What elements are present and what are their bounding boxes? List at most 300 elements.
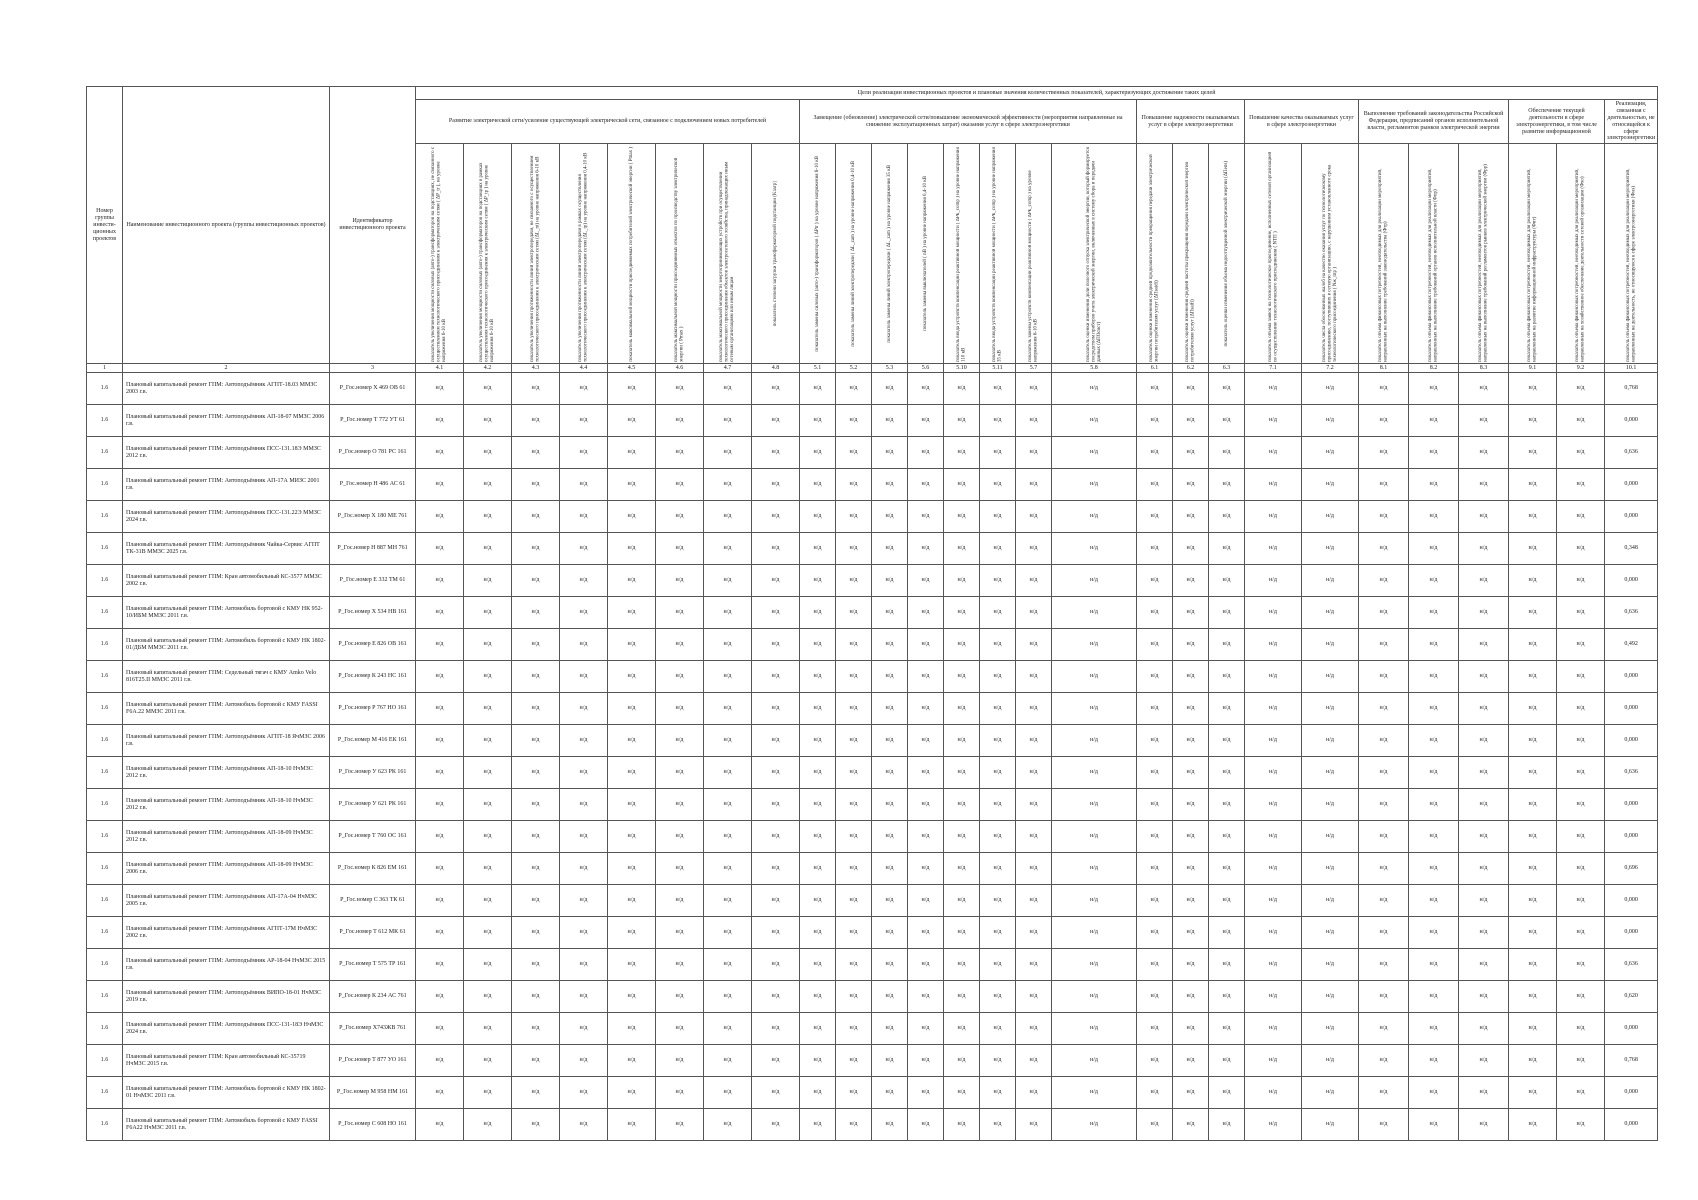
indicator-code: 9.1 [1509, 364, 1557, 373]
indicator-value-cell: н/д [1409, 917, 1459, 949]
project-id-cell: P_Гос.номер Е 332 ТМ 61 [330, 565, 416, 597]
indicator-value-cell: н/д [512, 853, 560, 885]
indicator-value-cell: н/д [1245, 1077, 1302, 1109]
project-name-cell: Плановый капитальный ремонт ГПМ: Кран автомобильный КС-35719 НчМЗС 2015 г.в. [123, 1045, 330, 1077]
indicator-value-cell: н/д [908, 949, 944, 981]
indicator-value-cell: н/д [1509, 725, 1557, 757]
indicator-value-cell: н/д [512, 981, 560, 1013]
indicator-value-cell: н/д [704, 469, 752, 501]
indicator-value-cell: н/д [836, 981, 872, 1013]
group-header-current-activity: Обеспечение текущей деятельности в сфере электроэнергетики, в том числе развитие информационной [1509, 100, 1605, 144]
indicator-value-cell: н/д [1302, 533, 1359, 565]
indicator-value-cell: н/д [1209, 1109, 1245, 1141]
indicator-value-cell: н/д [800, 949, 836, 981]
indicator-value-cell: н/д [416, 981, 464, 1013]
indicator-value-cell: н/д [1209, 693, 1245, 725]
indicator-value-cell: н/д [1209, 629, 1245, 661]
indicator-value-cell: н/д [980, 725, 1016, 757]
indicator-value-cell: н/д [560, 853, 608, 885]
indicator-value-cell: н/д [1409, 405, 1459, 437]
indicator-value-cell: н/д [512, 1045, 560, 1077]
table-row [87, 565, 1658, 597]
table-row [87, 1109, 1658, 1141]
indicator-value-cell: н/д [1409, 789, 1459, 821]
indicator-value-cell: н/д [1245, 853, 1302, 885]
indicator-header-text: показатель объема финансовых потребностей, необходимых для реализации мероприятий, направленных на хозяйственное обеспечение деятельности сетевой организации (Фхо) [1575, 168, 1586, 362]
indicator-value-cell: н/д [1173, 373, 1209, 405]
indicator-value-cell: н/д [704, 821, 752, 853]
indicator-header [416, 144, 464, 364]
indicator-value-cell: н/д [1302, 629, 1359, 661]
indicator-value-cell: н/д [1052, 629, 1137, 661]
indicator-value-cell: н/д [1509, 693, 1557, 725]
indicator-value-cell: н/д [944, 757, 980, 789]
indicator-value-cell: н/д [1052, 597, 1137, 629]
group-number-cell: 1.6 [87, 597, 123, 629]
indicator-value-cell: н/д [1052, 821, 1137, 853]
project-name-cell: Плановый капитальный ремонт ГПМ: Автоподъёмник АП-18-10 НчМЗС 2012 г.в. [123, 757, 330, 789]
indicator-value-cell: н/д [980, 1013, 1016, 1045]
project-id-cell: P_Гос.номер К 243 НС 161 [330, 661, 416, 693]
indicator-value-cell: н/д [560, 1013, 608, 1045]
indicator-value-cell: н/д [1016, 469, 1052, 501]
indicator-value-cell: н/д [416, 1045, 464, 1077]
indicator-value-cell: н/д [1137, 693, 1173, 725]
indicator-value-cell: н/д [944, 821, 980, 853]
indicator-value-cell: н/д [1509, 949, 1557, 981]
indicator-header [752, 144, 800, 364]
indicator-value-cell: н/д [1359, 981, 1409, 1013]
indicator-value-cell: н/д [608, 1013, 656, 1045]
indicator-value-cell: н/д [1052, 853, 1137, 885]
indicator-value-cell: н/д [1137, 789, 1173, 821]
indicator-value-cell: н/д [1016, 981, 1052, 1013]
indicator-value-cell: н/д [608, 757, 656, 789]
indicator-value-cell: н/д [752, 565, 800, 597]
indicator-value-cell: н/д [752, 1045, 800, 1077]
indicator-header [1509, 144, 1557, 364]
indicator-value-cell: н/д [1359, 597, 1409, 629]
indicator-code: 5.7 [1016, 364, 1052, 373]
indicator-value-cell: н/д [1052, 661, 1137, 693]
indicator-value-cell: н/д [1302, 501, 1359, 533]
indicator-value-cell: н/д [464, 981, 512, 1013]
group-number-cell: 1.6 [87, 725, 123, 757]
goals-header: Цели реализации инвестиционных проектов и плановые значения количественных показателей, характеризующих достижение таких целей [416, 87, 1658, 100]
indicator-code: 4.8 [752, 364, 800, 373]
indicator-10-1-value-cell: 0,620 [1605, 981, 1658, 1013]
indicator-value-cell: н/д [980, 1045, 1016, 1077]
indicator-value-cell: н/д [800, 661, 836, 693]
indicator-value-cell: н/д [1016, 373, 1052, 405]
indicator-value-cell: н/д [836, 405, 872, 437]
indicator-value-cell: н/д [512, 917, 560, 949]
indicator-value-cell: н/д [1209, 437, 1245, 469]
indicator-value-cell: н/д [608, 533, 656, 565]
indicator-header-text: показатель максимальной мощности энергопринимающих устройств при осуществлении технологического присоединения объектов электросетевого хозяйства, принадлежащих иным сетевым организациям или иным лицам [719, 161, 736, 362]
indicator-value-cell: н/д [1509, 885, 1557, 917]
indicator-value-cell: н/д [752, 725, 800, 757]
indicator-value-cell: н/д [836, 1013, 872, 1045]
column-number: 1 [87, 364, 123, 373]
indicator-header-text: показатель увеличения протяженности линий электропередачи в рамках осуществления технологического присоединения к электрическим сетям (ΔL_tp) на уровне напряжения 0,4-10 кВ [578, 152, 589, 362]
indicator-value-cell: н/д [1137, 469, 1173, 501]
indicator-value-cell: н/д [1509, 1109, 1557, 1141]
indicator-value-cell: н/д [1409, 469, 1459, 501]
indicator-value-cell: н/д [1173, 565, 1209, 597]
indicator-value-cell: н/д [1557, 1109, 1605, 1141]
indicator-value-cell: н/д [1016, 405, 1052, 437]
indicator-value-cell: н/д [1052, 789, 1137, 821]
indicator-value-cell: н/д [560, 917, 608, 949]
indicator-value-cell: н/д [1459, 981, 1509, 1013]
group-header-legislation: Выполнение требований законодательства Российской Федерации, предписаний органов исполнительной власти, регламентов рынков электрической энергии [1359, 100, 1509, 144]
indicator-value-cell: н/д [464, 405, 512, 437]
indicator-value-cell: н/д [416, 597, 464, 629]
indicator-value-cell: н/д [1052, 405, 1137, 437]
table-row [87, 373, 1658, 405]
indicator-value-cell: н/д [560, 373, 608, 405]
indicator-value-cell: н/д [908, 533, 944, 565]
indicator-value-cell: н/д [656, 981, 704, 1013]
indicator-header [1137, 144, 1173, 364]
indicator-value-cell: н/д [1359, 565, 1409, 597]
indicator-value-cell: н/д [512, 501, 560, 533]
indicator-header-text: показатель замены выключателей ( nВ ) на уровне напряжения 0,4-10 кВ [922, 176, 928, 332]
indicator-header [1359, 144, 1409, 364]
indicator-value-cell: н/д [704, 661, 752, 693]
project-id-cell: P_Гос.номер М 958 НМ 161 [330, 1077, 416, 1109]
indicator-code: 8.2 [1409, 364, 1459, 373]
indicator-value-cell: н/д [512, 949, 560, 981]
indicator-code: 7.1 [1245, 364, 1302, 373]
table-row [87, 853, 1658, 885]
indicator-value-cell: н/д [944, 661, 980, 693]
indicator-value-cell: н/д [464, 1109, 512, 1141]
project-id-cell: P_Гос.номер Р 767 НО 161 [330, 693, 416, 725]
indicator-value-cell: н/д [608, 373, 656, 405]
indicator-value-cell: н/д [704, 565, 752, 597]
indicator-value-cell: н/д [1173, 789, 1209, 821]
indicator-value-cell: н/д [836, 1109, 872, 1141]
indicator-value-cell: н/д [1359, 661, 1409, 693]
indicator-value-cell: н/д [464, 693, 512, 725]
indicator-value-cell: н/д [980, 885, 1016, 917]
indicator-value-cell: н/д [1459, 853, 1509, 885]
indicator-value-cell: н/д [1459, 405, 1509, 437]
indicator-value-cell: н/д [872, 469, 908, 501]
indicator-header [908, 144, 944, 364]
indicator-value-cell: н/д [656, 789, 704, 821]
indicator-value-cell: н/д [908, 789, 944, 821]
indicator-value-cell: н/д [1137, 885, 1173, 917]
indicator-value-cell: н/д [560, 1077, 608, 1109]
indicator-value-cell: н/д [1557, 693, 1605, 725]
indicator-value-cell: н/д [944, 597, 980, 629]
indicator-value-cell: н/д [944, 1013, 980, 1045]
indicator-code: 4.5 [608, 364, 656, 373]
indicator-value-cell: н/д [980, 757, 1016, 789]
indicator-value-cell: н/д [944, 949, 980, 981]
indicator-value-cell: н/д [944, 373, 980, 405]
indicator-code: 5.8 [1052, 364, 1137, 373]
indicator-value-cell: н/д [1359, 629, 1409, 661]
indicator-value-cell: н/д [752, 885, 800, 917]
indicator-value-cell: н/д [1209, 949, 1245, 981]
project-name-cell: Плановый капитальный ремонт ГПМ: Автоподъёмник АП-17А МИЗС 2001 г.в. [123, 469, 330, 501]
indicator-value-cell: н/д [656, 1045, 704, 1077]
indicator-value-cell: н/д [1557, 821, 1605, 853]
indicator-value-cell: н/д [908, 629, 944, 661]
indicator-code: 5.11 [980, 364, 1016, 373]
indicator-value-cell: н/д [464, 725, 512, 757]
indicator-value-cell: н/д [752, 1013, 800, 1045]
indicator-header-text: показатель объема финансовых потребностей, необходимых для реализации мероприятий, направленных на выполнение требований регламентов рынков электрической энергии (Фрр) [1478, 164, 1489, 362]
project-id-cell: P_Гос.номер Т 760 ОС 161 [330, 821, 416, 853]
indicator-value-cell: н/д [1209, 661, 1245, 693]
indicator-value-cell: н/д [800, 565, 836, 597]
indicator-value-cell: н/д [1359, 853, 1409, 885]
indicator-code: 6.3 [1209, 364, 1245, 373]
indicator-value-cell: н/д [1173, 917, 1209, 949]
indicator-value-cell: н/д [1245, 917, 1302, 949]
indicator-value-cell: н/д [1302, 821, 1359, 853]
indicator-value-cell: н/д [752, 405, 800, 437]
indicator-header-text: показатель максимальной мощности присоединяемых потребителей электрической энергии ( Pmax ) [628, 146, 634, 362]
indicator-10-1-value-cell: 0,000 [1605, 1013, 1658, 1045]
indicator-value-cell: н/д [836, 629, 872, 661]
indicator-value-cell: н/д [1016, 821, 1052, 853]
indicator-value-cell: н/д [1016, 1045, 1052, 1077]
indicator-value-cell: н/д [1016, 661, 1052, 693]
indicator-value-cell: н/д [1016, 437, 1052, 469]
indicator-value-cell: н/д [1245, 533, 1302, 565]
indicator-value-cell: н/д [1302, 789, 1359, 821]
indicator-value-cell: н/д [1509, 917, 1557, 949]
indicator-value-cell: н/д [908, 661, 944, 693]
table-row [87, 693, 1658, 725]
indicator-value-cell: н/д [1557, 757, 1605, 789]
indicator-value-cell: н/д [560, 437, 608, 469]
indicator-value-cell: н/д [1209, 597, 1245, 629]
indicator-value-cell: н/д [1173, 725, 1209, 757]
indicator-value-cell: н/д [1173, 1077, 1209, 1109]
indicator-value-cell: н/д [872, 725, 908, 757]
project-id-cell: P_Гос.номер Т 772 УТ 61 [330, 405, 416, 437]
indicator-value-cell: н/д [872, 1109, 908, 1141]
indicator-value-cell: н/д [908, 1077, 944, 1109]
indicator-value-cell: н/д [1137, 661, 1173, 693]
indicator-header [1016, 144, 1052, 364]
indicator-value-cell: н/д [560, 949, 608, 981]
indicator-value-cell: н/д [1209, 565, 1245, 597]
indicator-code: 4.1 [416, 364, 464, 373]
indicator-header-text: показатель увеличения мощности силовых (авто-) трансформаторов на подстанциях в рамках осуществления технологического присоединения к электрическим сетям ( ΔP_tp ) на уровне напряжения 6-10 кВ [479, 162, 496, 362]
indicator-value-cell: н/д [1459, 373, 1509, 405]
indicator-header-text: показатель оценки изменения доли полезного отпуска электрической энергии, который формируется посредством приборов учета электрической энергии, включенных в систему сбора и передачи данных (ΔПОсист) [1085, 146, 1102, 362]
indicator-value-cell: н/д [836, 949, 872, 981]
indicator-code: 5.2 [836, 364, 872, 373]
indicator-value-cell: н/д [416, 1013, 464, 1045]
indicator-value-cell: н/д [944, 501, 980, 533]
indicator-10-1-value-cell: 0,348 [1605, 533, 1658, 565]
indicator-value-cell: н/д [944, 565, 980, 597]
indicator-value-cell: н/д [944, 1077, 980, 1109]
indicator-value-cell: н/д [836, 1045, 872, 1077]
indicator-value-cell: н/д [1209, 917, 1245, 949]
indicator-value-cell: н/д [1359, 949, 1409, 981]
indicator-value-cell: н/д [1016, 1077, 1052, 1109]
indicator-header [656, 144, 704, 364]
indicator-value-cell: н/д [1409, 1013, 1459, 1045]
indicator-10-1-value-cell: 0,696 [1605, 853, 1658, 885]
indicator-value-cell: н/д [1359, 821, 1409, 853]
indicator-value-cell: н/д [464, 853, 512, 885]
indicator-header [872, 144, 908, 364]
indicator-value-cell: н/д [1509, 405, 1557, 437]
indicator-value-cell: н/д [608, 853, 656, 885]
indicator-value-cell: н/д [1173, 1013, 1209, 1045]
indicator-value-cell: н/д [416, 725, 464, 757]
indicator-header [560, 144, 608, 364]
indicator-value-cell: н/д [908, 437, 944, 469]
indicator-value-cell: н/д [464, 469, 512, 501]
indicator-value-cell: н/д [704, 725, 752, 757]
indicator-value-cell: н/д [1302, 437, 1359, 469]
project-name-cell: Плановый капитальный ремонт ГПМ: Автомобиль бортовой с КМУ FASSI F6A.22 ММЗС 2011 г.в. [123, 693, 330, 725]
indicator-value-cell: н/д [980, 437, 1016, 469]
indicator-value-cell: н/д [800, 1013, 836, 1045]
indicator-value-cell: н/д [1557, 949, 1605, 981]
indicator-code: 8.1 [1359, 364, 1409, 373]
indicator-header-text: показатель объема финансовых потребностей, необходимых для реализации мероприятий, направленных на развитие информационной инфраструктуры (Фит) [1527, 168, 1538, 362]
indicator-value-cell: н/д [608, 725, 656, 757]
indicator-value-cell: н/д [752, 1077, 800, 1109]
indicator-value-cell: н/д [908, 469, 944, 501]
indicator-value-cell: н/д [1459, 501, 1509, 533]
indicator-header-text: показатель замены линий электропередачи ( ΔL_zam ) на уровне напряжения 0,4-10 кВ [850, 161, 856, 347]
indicator-header-text: показатель замены устройств компенсации реактивной мощности ( ΔPk_comp ) на уровне напряжения 6-10 кВ [1028, 170, 1039, 362]
indicator-value-cell: н/д [1459, 725, 1509, 757]
indicator-value-cell: н/д [560, 821, 608, 853]
indicator-value-cell: н/д [1052, 437, 1137, 469]
indicator-value-cell: н/д [608, 949, 656, 981]
indicator-value-cell: н/д [704, 757, 752, 789]
project-name-cell: Плановый капитальный ремонт ГПМ: Автоподъёмник АП-18-09 НчМЗС 2012 г.в. [123, 821, 330, 853]
indicator-value-cell: н/д [752, 789, 800, 821]
indicator-value-cell: н/д [416, 629, 464, 661]
indicator-value-cell: н/д [1557, 533, 1605, 565]
project-id-cell: P_Гос.номер К 234 АС 761 [330, 981, 416, 1013]
indicator-header-text: показатель замены линий электропередачи ( ΔL_zam ) на уровне напряжения 35 кВ [886, 165, 892, 343]
indicator-value-cell: н/д [980, 565, 1016, 597]
indicator-value-cell: н/д [980, 533, 1016, 565]
indicator-value-cell: н/д [980, 981, 1016, 1013]
indicator-value-cell: н/д [800, 629, 836, 661]
indicator-header-text: показатель объема финансовых потребностей, необходимых для реализации мероприятий, направленных на деятельность, не относящуюся к сфере электроэнергетики (Фнэ) [1625, 168, 1637, 362]
indicator-value-cell: н/д [1209, 1077, 1245, 1109]
indicator-10-1-value-cell: 0,636 [1605, 949, 1658, 981]
indicator-value-cell: н/д [944, 469, 980, 501]
indicator-10-1-value-cell: 0,000 [1605, 789, 1658, 821]
indicator-value-cell: н/д [704, 981, 752, 1013]
group-number-cell: 1.6 [87, 533, 123, 565]
indicator-value-cell: н/д [1409, 757, 1459, 789]
indicator-value-cell: н/д [464, 789, 512, 821]
indicator-value-cell: н/д [656, 1109, 704, 1141]
indicator-value-cell: н/д [1509, 853, 1557, 885]
project-id-cell: P_Гос.номер Х 534 НВ 161 [330, 597, 416, 629]
indicator-value-cell: н/д [1557, 629, 1605, 661]
indicator-value-cell: н/д [836, 661, 872, 693]
indicator-value-cell: н/д [980, 629, 1016, 661]
indicator-header [1302, 144, 1359, 364]
indicator-value-cell: н/д [512, 405, 560, 437]
indicator-value-cell: н/д [1016, 597, 1052, 629]
project-name-cell: Плановый капитальный ремонт ГПМ: Автомобиль бортовой с КМУ НК 1802-01/ДБМ ММЗС 2011 г.в. [123, 629, 330, 661]
project-id-cell: P_Гос.номер О 781 РС 161 [330, 437, 416, 469]
group-header-quality: Повышение качества оказываемых услуг в сфере электроэнергетики [1245, 100, 1359, 144]
indicator-value-cell: н/д [872, 1013, 908, 1045]
group-number-cell: 1.6 [87, 629, 123, 661]
indicator-value-cell: н/д [704, 949, 752, 981]
indicator-value-cell: н/д [908, 725, 944, 757]
indicator-value-cell: н/д [512, 693, 560, 725]
indicator-value-cell: н/д [560, 693, 608, 725]
indicator-value-cell: н/д [836, 757, 872, 789]
indicator-value-cell: н/д [980, 821, 1016, 853]
indicator-value-cell: н/д [1245, 1013, 1302, 1045]
indicator-value-cell: н/д [908, 757, 944, 789]
indicator-header-text: показатель ввода устройств компенсации реактивной мощности ( ΔPk_comp ) на уровне напряжения 35 кВ [992, 147, 1003, 362]
indicator-value-cell: н/д [656, 725, 704, 757]
indicator-value-cell: н/д [1137, 821, 1173, 853]
indicator-value-cell: н/д [1359, 501, 1409, 533]
indicator-value-cell: н/д [416, 533, 464, 565]
indicator-value-cell: н/д [752, 533, 800, 565]
indicator-value-cell: н/д [752, 981, 800, 1013]
indicator-value-cell: н/д [980, 1109, 1016, 1141]
indicator-value-cell: н/д [1209, 373, 1245, 405]
indicator-value-cell: н/д [836, 437, 872, 469]
indicator-value-cell: н/д [800, 1109, 836, 1141]
indicator-value-cell: н/д [1557, 789, 1605, 821]
indicator-code: 10.1 [1605, 364, 1658, 373]
indicator-header-text: показатель объема финансовых потребностей, необходимых для реализации мероприятий, направленных на выполнение требований законодательства (Фтр) [1378, 168, 1389, 362]
indicator-value-cell: н/д [464, 597, 512, 629]
indicator-value-cell: н/д [800, 469, 836, 501]
indicator-value-cell: н/д [1173, 821, 1209, 853]
indicator-value-cell: н/д [1245, 501, 1302, 533]
project-name-cell: Плановый капитальный ремонт ГПМ: Автоподъёмник АП-18-10 НчМЗС 2012 г.в. [123, 789, 330, 821]
indicator-value-cell: н/д [1459, 917, 1509, 949]
indicator-value-cell: н/д [464, 1045, 512, 1077]
table-row [87, 757, 1658, 789]
indicator-value-cell: н/д [416, 949, 464, 981]
project-name-cell: Плановый капитальный ремонт ГПМ: Автомобиль бортовой с КМУ НК 1802-01 НчМЗС 2011 г.в. [123, 1077, 330, 1109]
indicator-value-cell: н/д [416, 821, 464, 853]
indicator-value-cell: н/д [1509, 597, 1557, 629]
indicator-value-cell: н/д [1245, 949, 1302, 981]
group-header-development: Развитие электрической сети/усиление существующей электрической сети, связанное с подключением новых потребителей [416, 100, 800, 144]
indicator-value-cell: н/д [1302, 661, 1359, 693]
indicator-value-cell: н/д [800, 437, 836, 469]
indicator-value-cell: н/д [980, 853, 1016, 885]
project-id-cell: P_Гос.номер С 608 НО 161 [330, 1109, 416, 1141]
indicator-value-cell: н/д [608, 1109, 656, 1141]
indicator-value-cell: н/д [872, 821, 908, 853]
indicator-value-cell: н/д [1052, 565, 1137, 597]
